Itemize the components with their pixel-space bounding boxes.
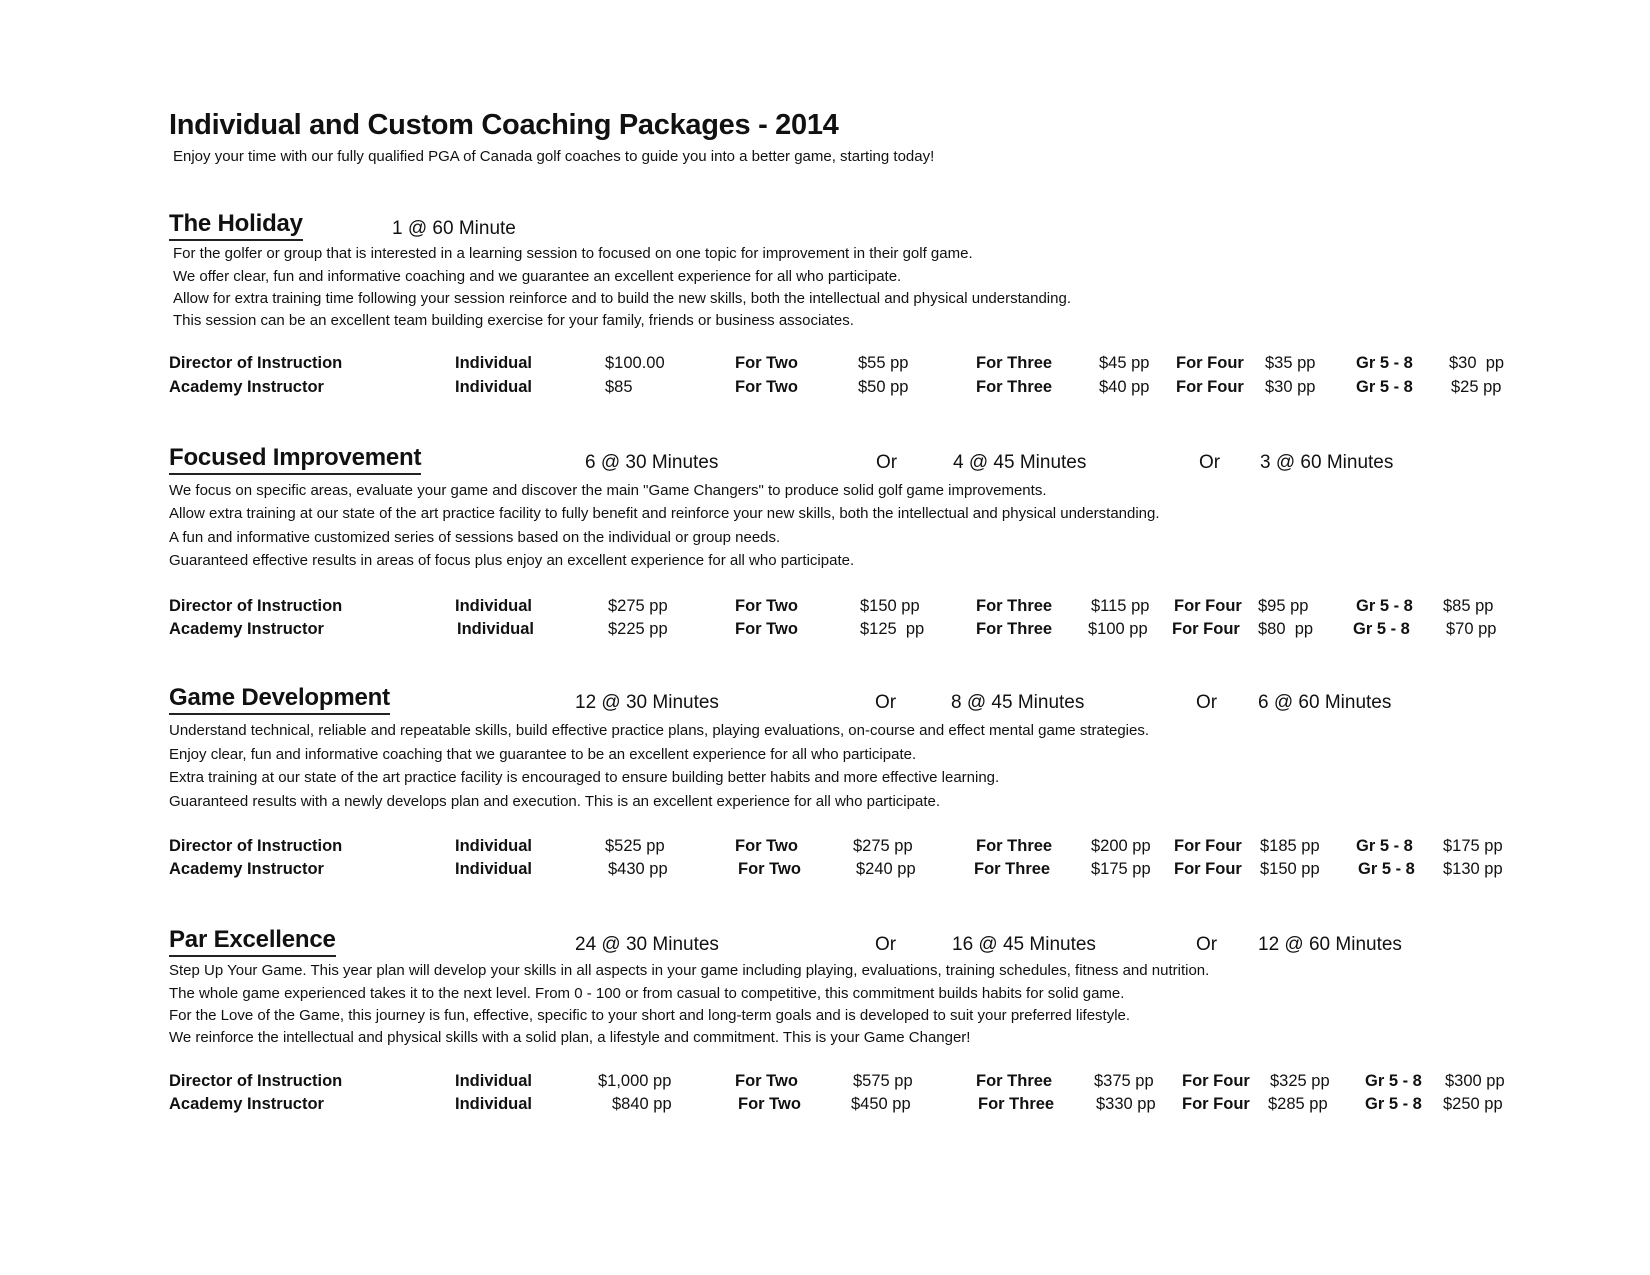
- three-price: $40 pp: [1099, 378, 1150, 396]
- two-label: For Two: [735, 597, 798, 615]
- individual-price: $525 pp: [605, 837, 665, 855]
- or-separator: Or: [1196, 692, 1218, 713]
- four-price: $80 pp: [1258, 620, 1314, 638]
- three-price: $115 pp: [1091, 597, 1150, 615]
- four-price: $35 pp: [1265, 354, 1316, 372]
- four-label: For Four: [1182, 1072, 1250, 1090]
- package-title: Par Excellence: [169, 926, 336, 957]
- role-label: Director of Instruction: [169, 354, 343, 372]
- role-label: Director of Instruction: [169, 837, 343, 855]
- individual-price: $275 pp: [608, 597, 668, 615]
- group-price: $85 pp: [1443, 597, 1494, 615]
- description-line: Step Up Your Game. This year plan will develop your skills in all aspects in your game including playing, evaluations, training schedules, fitness and nutrition.: [169, 962, 1210, 979]
- individual-price: $85: [605, 378, 633, 396]
- individual-label: Individual: [455, 1072, 533, 1090]
- four-label: For Four: [1172, 620, 1240, 638]
- description-line: We offer clear, fun and informative coaching and we guarantee an excellent experience for all who participate.: [173, 268, 902, 285]
- four-label: For Four: [1176, 354, 1244, 372]
- three-label: For Three: [974, 860, 1051, 878]
- three-label: For Three: [976, 837, 1053, 855]
- two-price: $240 pp: [856, 860, 916, 878]
- session-option: 8 @ 45 Minutes: [951, 692, 1085, 713]
- description-line: For the golfer or group that is interested in a learning session to focused on one topic for improvement in their golf game.: [173, 245, 973, 262]
- session-option: 12 @ 60 Minutes: [1258, 934, 1402, 955]
- session-option: 24 @ 30 Minutes: [575, 934, 719, 955]
- two-price: $55 pp: [858, 354, 909, 372]
- four-price: $285 pp: [1268, 1095, 1328, 1113]
- group-price: $25 pp: [1451, 378, 1502, 396]
- group-label: Gr 5 - 8: [1356, 354, 1413, 372]
- group-price: $70 pp: [1446, 620, 1497, 638]
- three-price: $375 pp: [1094, 1072, 1154, 1090]
- role-label: Director of Instruction: [169, 1072, 343, 1090]
- description-line: Allow extra training at our state of the art practice facility to fully benefit and reinforce your new skills, both the intellectual and physical understanding.: [169, 505, 1160, 522]
- description-line: Enjoy clear, fun and informative coaching that we guarantee to be an excellent experience for all who participate.: [169, 746, 917, 763]
- group-label: Gr 5 - 8: [1353, 620, 1410, 638]
- four-label: For Four: [1182, 1095, 1250, 1113]
- session-option: 6 @ 60 Minutes: [1258, 692, 1392, 713]
- description-line: We reinforce the intellectual and physical skills with a solid plan, a lifestyle and commitment. This is your Game Changer!: [169, 1029, 971, 1046]
- group-label: Gr 5 - 8: [1356, 837, 1413, 855]
- group-label: Gr 5 - 8: [1356, 597, 1413, 615]
- two-price: $50 pp: [858, 378, 909, 396]
- two-price: $125 pp: [860, 620, 925, 638]
- three-price: $45 pp: [1099, 354, 1150, 372]
- group-label: Gr 5 - 8: [1365, 1095, 1422, 1113]
- group-price: $175 pp: [1443, 837, 1503, 855]
- two-price: $450 pp: [851, 1095, 911, 1113]
- three-label: For Three: [978, 1095, 1055, 1113]
- four-price: $95 pp: [1258, 597, 1309, 615]
- two-label: For Two: [735, 1072, 798, 1090]
- role-label: Academy Instructor: [169, 1095, 324, 1113]
- package-title: Focused Improvement: [169, 444, 421, 475]
- description-line: For the Love of the Game, this journey is fun, effective, specific to your short and long-term goals and is developed to suit your preferred lifestyle.: [169, 1007, 1131, 1024]
- description-line: A fun and informative customized series of sessions based on the individual or group needs.: [169, 529, 781, 546]
- individual-label: Individual: [455, 837, 533, 855]
- three-label: For Three: [976, 354, 1053, 372]
- four-price: $30 pp: [1265, 378, 1316, 396]
- session-option: 6 @ 30 Minutes: [585, 452, 719, 473]
- session-option: 16 @ 45 Minutes: [952, 934, 1096, 955]
- two-price: $275 pp: [853, 837, 913, 855]
- document-title: Individual and Custom Coaching Packages - 2014: [169, 109, 839, 141]
- group-price: $300 pp: [1445, 1072, 1505, 1090]
- four-label: For Four: [1174, 860, 1242, 878]
- four-price: $185 pp: [1260, 837, 1320, 855]
- four-label: For Four: [1174, 837, 1242, 855]
- individual-price: $225 pp: [608, 620, 668, 638]
- group-label: Gr 5 - 8: [1365, 1072, 1422, 1090]
- group-price: $130 pp: [1443, 860, 1503, 878]
- role-label: Academy Instructor: [169, 620, 324, 638]
- or-separator: Or: [1199, 452, 1221, 473]
- individual-label: Individual: [455, 860, 533, 878]
- two-price: $575 pp: [853, 1072, 913, 1090]
- three-label: For Three: [976, 597, 1053, 615]
- document-subtitle: Enjoy your time with our fully qualified PGA of Canada golf coaches to guide you into a better game, starting today!: [173, 148, 935, 165]
- three-label: For Three: [976, 620, 1053, 638]
- role-label: Academy Instructor: [169, 860, 324, 878]
- three-price: $200 pp: [1091, 837, 1151, 855]
- two-price: $150 pp: [860, 597, 920, 615]
- description-line: This session can be an excellent team building exercise for your family, friends or business associates.: [173, 312, 854, 329]
- description-line: Allow for extra training time following your session reinforce and to build the new skills, both the intellectual and physical understanding.: [173, 290, 1071, 307]
- four-label: For Four: [1174, 597, 1242, 615]
- description-line: Extra training at our state of the art practice facility is encouraged to ensure building better habits and more effective learning.: [169, 769, 1000, 786]
- package-title: Game Development: [169, 684, 390, 715]
- group-price: $250 pp: [1443, 1095, 1503, 1113]
- three-price: $330 pp: [1096, 1095, 1156, 1113]
- three-label: For Three: [976, 378, 1053, 396]
- three-price: $100 pp: [1088, 620, 1148, 638]
- description-line: Guaranteed results with a newly develops plan and execution. This is an excellent experience for all who participate.: [169, 793, 940, 810]
- group-label: Gr 5 - 8: [1356, 378, 1413, 396]
- role-label: Academy Instructor: [169, 378, 324, 396]
- role-label: Director of Instruction: [169, 597, 343, 615]
- two-label: For Two: [738, 860, 801, 878]
- four-label: For Four: [1176, 378, 1244, 396]
- three-price: $175 pp: [1091, 860, 1151, 878]
- four-price: $325 pp: [1270, 1072, 1330, 1090]
- two-label: For Two: [735, 378, 798, 396]
- two-label: For Two: [735, 354, 798, 372]
- session-option: 12 @ 30 Minutes: [575, 692, 719, 713]
- individual-price: $840 pp: [612, 1095, 672, 1113]
- two-label: For Two: [735, 620, 798, 638]
- individual-price: $430 pp: [608, 860, 668, 878]
- description-line: Understand technical, reliable and repeatable skills, build effective practice plans, playing evaluations, on-course and effect mental game strategies.: [169, 722, 1150, 739]
- or-separator: Or: [1196, 934, 1218, 955]
- group-price: $30 pp: [1449, 354, 1505, 372]
- two-label: For Two: [735, 837, 798, 855]
- individual-label: Individual: [455, 354, 533, 372]
- or-separator: Or: [876, 452, 898, 473]
- individual-label: Individual: [457, 620, 535, 638]
- group-label: Gr 5 - 8: [1358, 860, 1415, 878]
- description-line: Guaranteed effective results in areas of focus plus enjoy an excellent experience for all who participate.: [169, 552, 855, 569]
- description-line: The whole game experienced takes it to the next level. From 0 - 100 or from casual to competitive, this commitment builds habits for solid game.: [169, 985, 1125, 1002]
- package-title: The Holiday: [169, 210, 303, 241]
- individual-label: Individual: [455, 1095, 533, 1113]
- or-separator: Or: [875, 692, 897, 713]
- or-separator: Or: [875, 934, 897, 955]
- individual-price: $1,000 pp: [598, 1072, 672, 1090]
- individual-label: Individual: [455, 378, 533, 396]
- individual-label: Individual: [455, 597, 533, 615]
- three-label: For Three: [976, 1072, 1053, 1090]
- two-label: For Two: [738, 1095, 801, 1113]
- session-option: 4 @ 45 Minutes: [953, 452, 1087, 473]
- four-price: $150 pp: [1260, 860, 1320, 878]
- individual-price: $100.00: [605, 354, 665, 372]
- description-line: We focus on specific areas, evaluate your game and discover the main "Game Changers" to produce solid golf game improvements.: [169, 482, 1047, 499]
- session-option: 1 @ 60 Minute: [392, 218, 516, 239]
- session-option: 3 @ 60 Minutes: [1260, 452, 1394, 473]
